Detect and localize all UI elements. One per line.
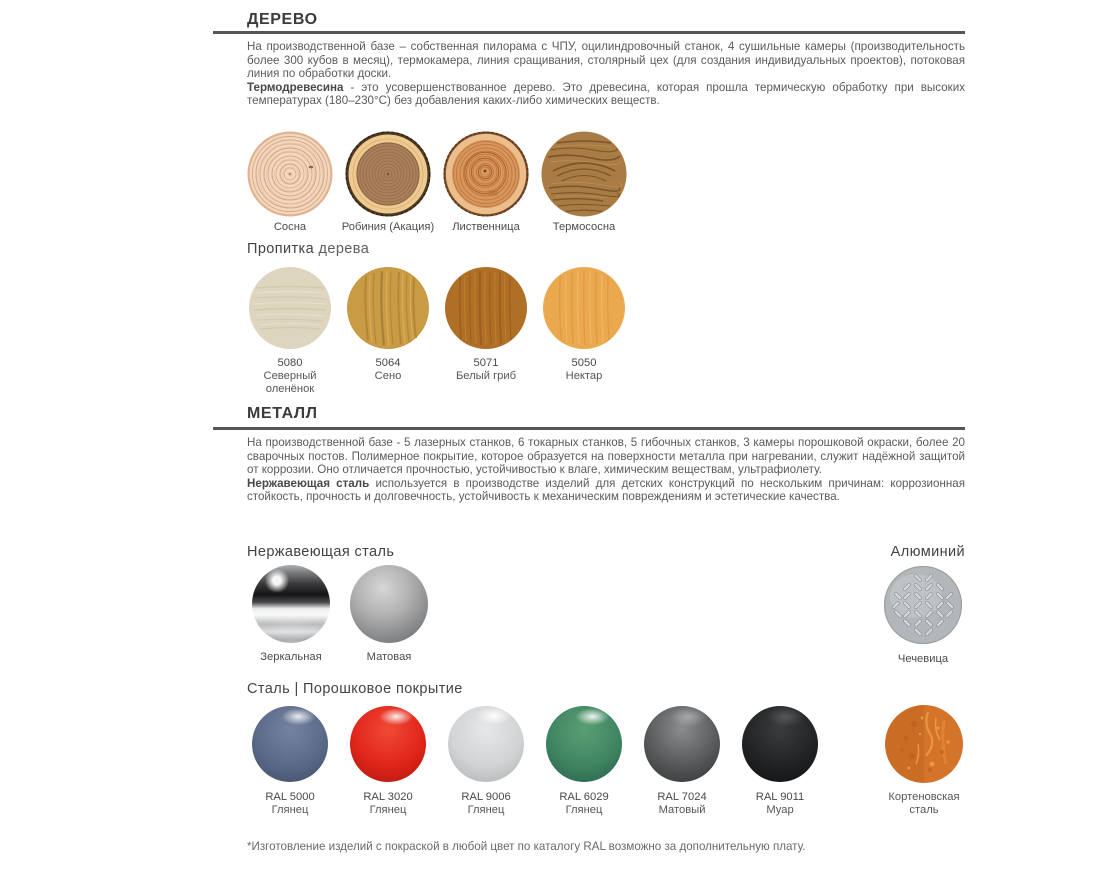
stain-5080-swatch	[248, 266, 332, 350]
wood-section-text	[247, 40, 965, 108]
corten-steel-swatch	[884, 704, 964, 784]
ral-code: RAL 6029	[559, 791, 609, 803]
pine-slice-image	[247, 131, 333, 217]
ral-6029-sphere	[546, 706, 622, 782]
wood-species-item	[535, 131, 633, 233]
powder-item	[535, 706, 633, 817]
ral-9006-sphere	[448, 706, 524, 782]
impregnation-item	[535, 266, 633, 396]
stain-name: Сено	[374, 370, 402, 382]
thermowood-term: Термодревесина	[247, 80, 344, 94]
metal-intro-paragraph: На производственной базе - 5 лазерных станков, 6 токарных станков, 5 гибочных станков, 3 камеры порошковой окраски, более 20 сварочных постов. Полимерное покрытие, которое образуется на поверхности металла при нагревании, служит надёжной защитой от коррозии. Оно отличается прочностью, устойчивостью к влаге, химическим веществам, ультрафиолету.	[247, 436, 965, 476]
thermowood-text: - это усовершенствованное дерево. Это древесина, которая прошла термическую обработку при высоких температурах (180–230°C) без добавления каких-либо химических веществ.	[247, 80, 965, 107]
thermopine-swatch-image	[541, 131, 627, 217]
stainless-paragraph	[247, 477, 965, 504]
ral-finish: Муар	[766, 804, 794, 816]
wood-intro-paragraph: На производственной базе – собственная пилорама с ЧПУ, оцилиндровочный станок, 4 сушильные камеры (производительность более 300 кубов в месяц), термокамера, линия сращивания, столярный цех (для создания индивидуальных проектов), потоковая линия по обработки доски.	[247, 40, 965, 80]
larch-slice-image	[443, 131, 529, 217]
stainless-term: Нержавеющая сталь	[247, 476, 370, 490]
wood-species-item	[241, 131, 339, 233]
corten-item	[874, 704, 974, 817]
stain-name: Северный оленёнок	[263, 370, 317, 395]
ral-5000-sphere	[252, 706, 328, 782]
stain-name: Белый гриб	[455, 370, 517, 382]
impregnation-title-word2: дерева	[318, 241, 370, 257]
metal-section-divider	[213, 427, 965, 430]
thermowood-paragraph	[247, 81, 965, 108]
stainless-label: Матовая	[366, 651, 412, 663]
aluminium-title: Алюминий	[890, 544, 965, 560]
impregnation-title-word1: Пропитка	[247, 241, 315, 257]
wood-species-row	[241, 131, 633, 233]
ral-7024-sphere	[644, 706, 720, 782]
stainless-title: Нержавеющая сталь	[247, 544, 395, 560]
checker-plate-image	[884, 566, 962, 644]
metal-section-title: МЕТАЛЛ	[247, 405, 318, 422]
ral-code: RAL 9011	[755, 791, 805, 803]
stain-5064-swatch	[346, 266, 430, 350]
powder-title: Сталь | Порошковое покрытие	[247, 681, 463, 697]
stain-code: 5050	[571, 357, 597, 369]
robinia-slice-image	[345, 131, 431, 217]
stain-code: 5071	[473, 357, 499, 369]
impregnation-item	[339, 266, 437, 396]
wood-section-divider	[213, 31, 965, 34]
powder-item	[731, 706, 829, 817]
impregnation-title	[247, 241, 369, 257]
powder-row	[241, 706, 829, 817]
wood-species-label: Робиния (Акация)	[341, 221, 435, 233]
wood-section-title: ДЕРЕВО	[247, 11, 318, 28]
stain-5071-swatch	[444, 266, 528, 350]
impregnation-item	[437, 266, 535, 396]
ral-finish: Матовый	[658, 804, 706, 816]
stainless-text: используется в производстве изделий для детских конструкций по нескольким причинам: коррозионная стойкость, прочность и долговечность, устойчивость к механическим повреждениям и эстетические качества.	[247, 476, 965, 503]
stain-name: Нектар	[565, 370, 603, 382]
impregnation-item	[241, 266, 339, 396]
aluminium-label: Чечевица	[897, 653, 949, 665]
wood-species-label: Термососна	[552, 221, 616, 233]
powder-item	[437, 706, 535, 817]
ral-code: RAL 3020	[363, 791, 413, 803]
powder-item	[339, 706, 437, 817]
ral-code: RAL 9006	[461, 791, 511, 803]
corten-label: Кортеновская сталь	[888, 791, 960, 816]
ral-finish: Глянец	[271, 804, 309, 816]
ral-finish: Глянец	[565, 804, 603, 816]
footnote: *Изготовление изделий с покраской в любой цвет по каталогу RAL возможно за дополнительную плату.	[247, 840, 806, 853]
ral-9011-sphere	[742, 706, 818, 782]
stainless-item	[242, 565, 340, 663]
matte-steel-sphere	[350, 565, 428, 643]
wood-species-label: Сосна	[273, 221, 307, 233]
wood-species-label: Лиственница	[452, 221, 520, 233]
wood-species-item	[437, 131, 535, 233]
stain-code: 5080	[277, 357, 303, 369]
stainless-label: Зеркальная	[260, 651, 322, 663]
ral-3020-sphere	[350, 706, 426, 782]
stain-5050-swatch	[542, 266, 626, 350]
stain-code: 5064	[375, 357, 401, 369]
mirror-steel-sphere	[252, 565, 330, 643]
stainless-row	[242, 565, 438, 663]
ral-code: RAL 5000	[265, 791, 315, 803]
powder-item	[633, 706, 731, 817]
ral-finish: Глянец	[467, 804, 505, 816]
powder-item	[241, 706, 339, 817]
stainless-item	[340, 565, 438, 663]
ral-finish: Глянец	[369, 804, 407, 816]
aluminium-item	[873, 566, 973, 665]
metal-section-text	[247, 436, 965, 504]
ral-code: RAL 7024	[657, 791, 707, 803]
wood-species-item	[339, 131, 437, 233]
impregnation-row	[241, 266, 633, 396]
